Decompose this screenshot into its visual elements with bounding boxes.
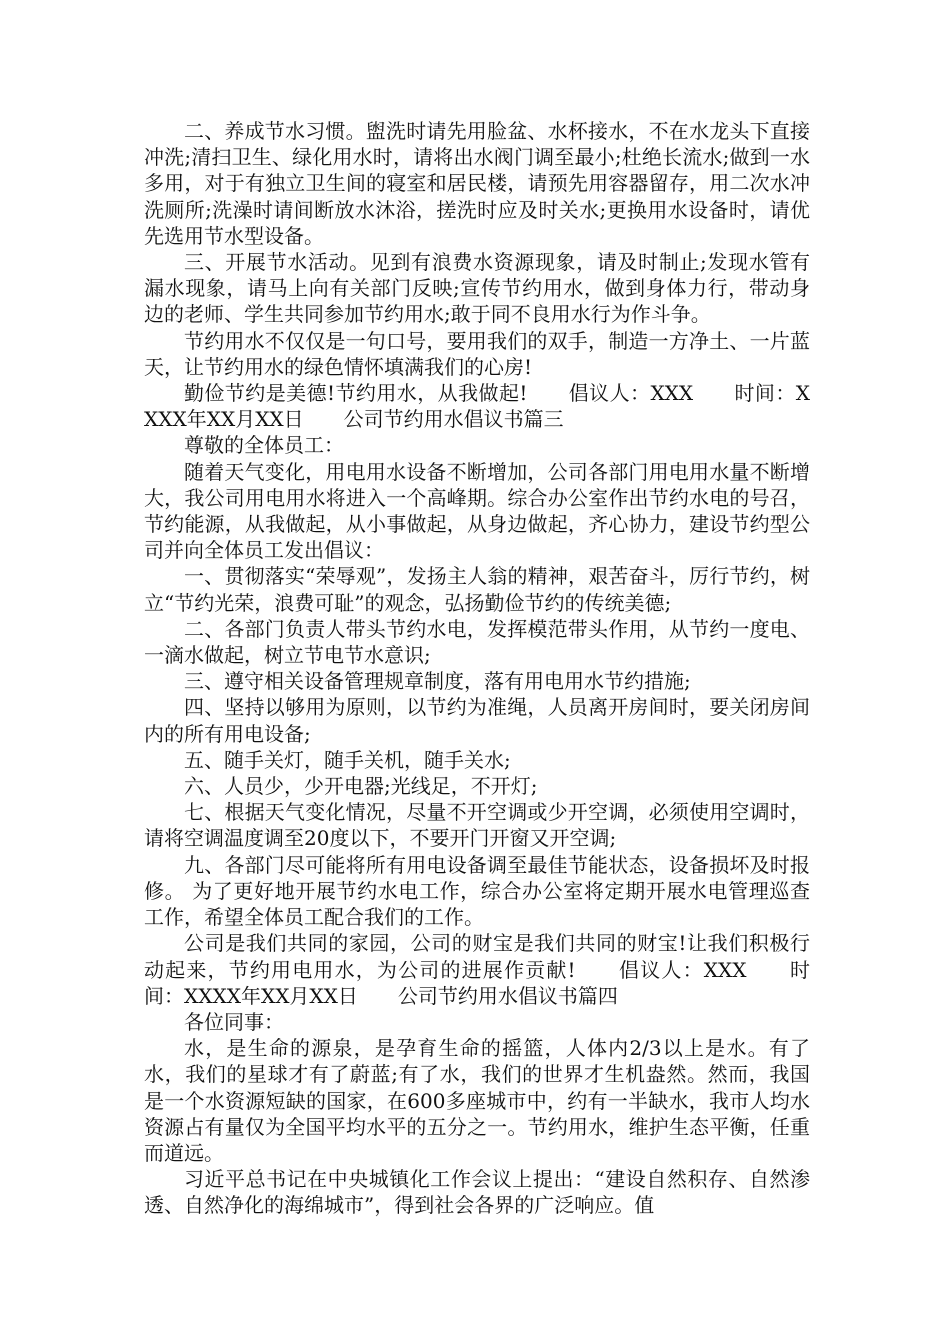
paragraph-item-9: 九、各部门尽可能将所有用电设备调至最佳节能状态，设备损坏及时报修。 为了更好地开展节约水电工作，综合办公室将定期开展水电管理巡查工作，希望全体员工配合我们的工作。 [144, 852, 810, 930]
paragraph-slogan: 节约用水不仅仅是一句口号，要用我们的双手，制造一方净土、一片蓝天，让节约用水的绿色情怀填满我们的心房! [144, 328, 810, 379]
paragraph-item-1: 一、贯彻落实“荣辱观”，发扬主人翁的精神，艰苦奋斗，厉行节约，树立“节约光荣，浪费可耻”的观念，弘扬勤俭节约的传统美德; [144, 564, 810, 615]
paragraph-item-4: 四、坚持以够用为原则，以节约为准绳，人员离开房间时，要关闭房间内的所有用电设备; [144, 695, 810, 746]
paragraph-item-7: 七、根据天气变化情况，尽量不开空调或少开空调，必须使用空调时，请将空调温度调至20度以下，不要开门开窗又开空调; [144, 800, 810, 851]
paragraph-water-activities: 三、开展节水活动。见到有浪费水资源现象，请及时制止;发现水管有漏水现象，请马上向有关部门反映;宣传节约用水，做到身体力行，带动身边的老师、学生共同参加节约用水;敢于同不良用水行为作斗争。 [144, 250, 810, 327]
paragraph-greeting-employees: 尊敬的全体员工： [184, 433, 344, 458]
paragraph-item-2: 二、各部门负责人带头节约水电，发挥模范带头作用，从节约一度电、一滴水做起，树立节电节水意识; [144, 616, 810, 668]
paragraph-signature-part3: 勤俭节约是美德!节约用水，从我做起! 倡议人：XXX 时间：XXXX年XX月XX日 公司节约用水倡议书篇三 [144, 381, 810, 432]
paragraph-item-5: 五、随手关灯，随手关机，随手关水; [184, 747, 511, 772]
paragraph-water-importance: 水，是生命的源泉，是孕育生命的摇篮，人体内2/3以上是水。有了水，我们的星球才有了蔚蓝;有了水，我们的世界才生机盎然。然而，我国是一个水资源短缺的国家，在600多座城市中，约有一半缺水，我市人均水资源占有量仅为全国平均水平的五分之一。节约用水，维护生态平衡，任重而道远。 [144, 1036, 810, 1165]
paragraph-greeting-colleagues: 各位同事： [184, 1009, 284, 1034]
paragraph-item-6: 六、人员少，少开电器;光线足，不开灯; [184, 774, 538, 799]
paragraph-item-3: 三、遵守相关设备管理规章制度，落有用电用水节约措施; [184, 669, 691, 694]
paragraph-water-habits: 二、养成节水习惯。盥洗时请先用脸盆、水杯接水，不在水龙头下直接冲洗;清扫卫生、绿化用水时，请将出水阀门调至最小;杜绝长流水;做到一水多用，对于有独立卫生间的寝室和居民楼，请预先用容器留存，用二次水冲洗厕所;洗澡时请间断放水沐浴，搓洗时应及时关水;更换用水设备时，请优先选用节水型设备。 [144, 119, 810, 248]
paragraph-intro-proposal: 随着天气变化，用电用水设备不断增加，公司各部门用电用水量不断增大，我公司用电用水将进入一个高峰期。综合办公室作出节约水电的号召，节约能源，从我做起，从小事做起，从身边做起，齐心协力，建设节约型公司并向全体员工发出倡议： [144, 459, 810, 563]
document-body [144, 118, 810, 1219]
paragraph-signature-part4: 公司是我们共同的家园，公司的财宝是我们共同的财宝!让我们积极行动起来，节约用电用水，为公司的进展作贡献! 倡议人：XXX 时间：XXXX年XX月XX日 公司节约用水倡议书篇四 [144, 931, 810, 1008]
paragraph-sponge-city: 习近平总书记在中央城镇化工作会议上提出：“建设自然积存、自然渗透、自然净化的海绵城市”，得到社会各界的广泛响应。值 [144, 1167, 810, 1218]
